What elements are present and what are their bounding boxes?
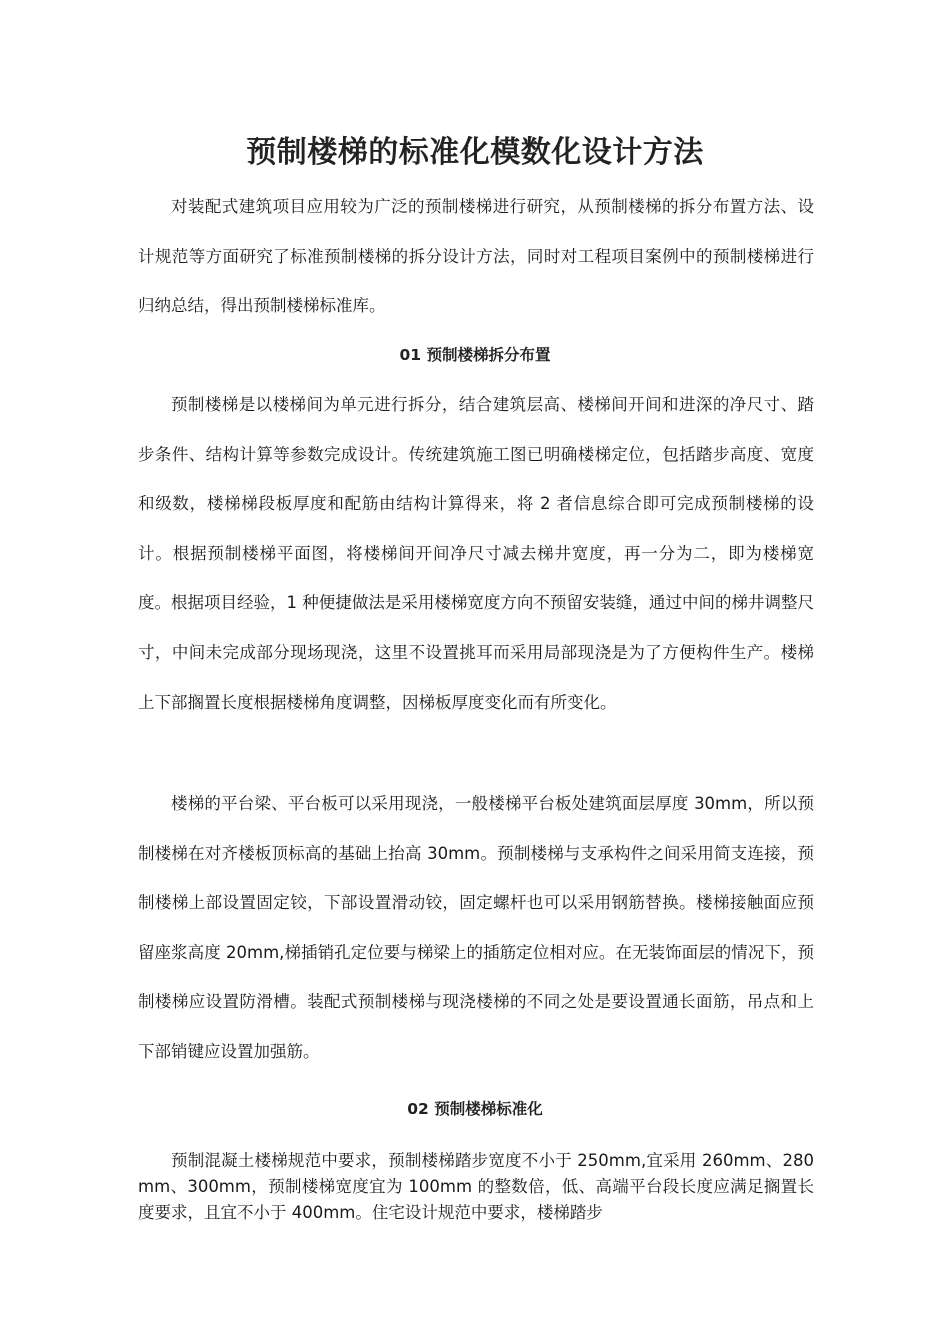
section-02-paragraph-1: 预制混凝土楼梯规范中要求，预制楼梯踏步宽度不小于 250mm,宜采用 260mm、280mm、300mm，预制楼梯宽度宜为 100mm 的整数倍，低、高端平台段长度应满足搁置长度要求，且宜不小于 400mm。住宅设计规范中要求，楼梯踏步 [138, 1151, 814, 1222]
page-title: 预制楼梯的标准化模数化设计方法 [246, 135, 704, 170]
intro-paragraph: 对装配式建筑项目应用较为广泛的预制楼梯进行研究，从预制楼梯的拆分布置方法、设计规范等方面研究了标准预制楼梯的拆分设计方法，同时对工程项目案例中的预制楼梯进行归纳总结，得出预制楼梯标准库。 [138, 197, 814, 316]
section-01-paragraph-2: 楼梯的平台梁、平台板可以采用现浇，一般楼梯平台板处建筑面层厚度 30mm，所以预制楼梯在对齐楼板顶标高的基础上抬高 30mm。预制楼梯与支承构件之间采用简支连接，预制楼梯上部设置固定铰，下部设置滑动铰，固定螺杆也可以采用钢筋替换。楼梯接触面应预留座浆高度 20mm,梯插销孔定位要与梯梁上的插筋定位相对应。在无装饰面层的情况下，预制楼梯应设置防滑槽。装配式预制楼梯与现浇楼梯的不同之处是要设置通长面筋，吊点和上下部销键应设置加强筋。 [138, 794, 814, 1061]
section-01-paragraph-1: 预制楼梯是以楼梯间为单元进行拆分，结合建筑层高、楼梯间开间和进深的净尺寸、踏步条件、结构计算等参数完成设计。传统建筑施工图已明确楼梯定位，包括踏步高度、宽度和级数，楼梯梯段板厚度和配筋由结构计算得来，将 2 者信息综合即可完成预制楼梯的设计。根据预制楼梯平面图，将楼梯间开间净尺寸减去梯井宽度，再一分为二，即为楼梯宽度。根据项目经验，1 种便捷做法是采用楼梯宽度方向不预留安装缝，通过中间的梯井调整尺寸，中间未完成部分现场现浇，这里不设置挑耳而采用局部现浇是为了方便构件生产。楼梯上下部搁置长度根据楼梯角度调整，因梯板厚度变化而有所变化。 [138, 395, 814, 712]
section-heading-02: 02 预制楼梯标准化 [407, 1100, 543, 1118]
section-heading-01: 01 预制楼梯拆分布置 [399, 346, 551, 364]
